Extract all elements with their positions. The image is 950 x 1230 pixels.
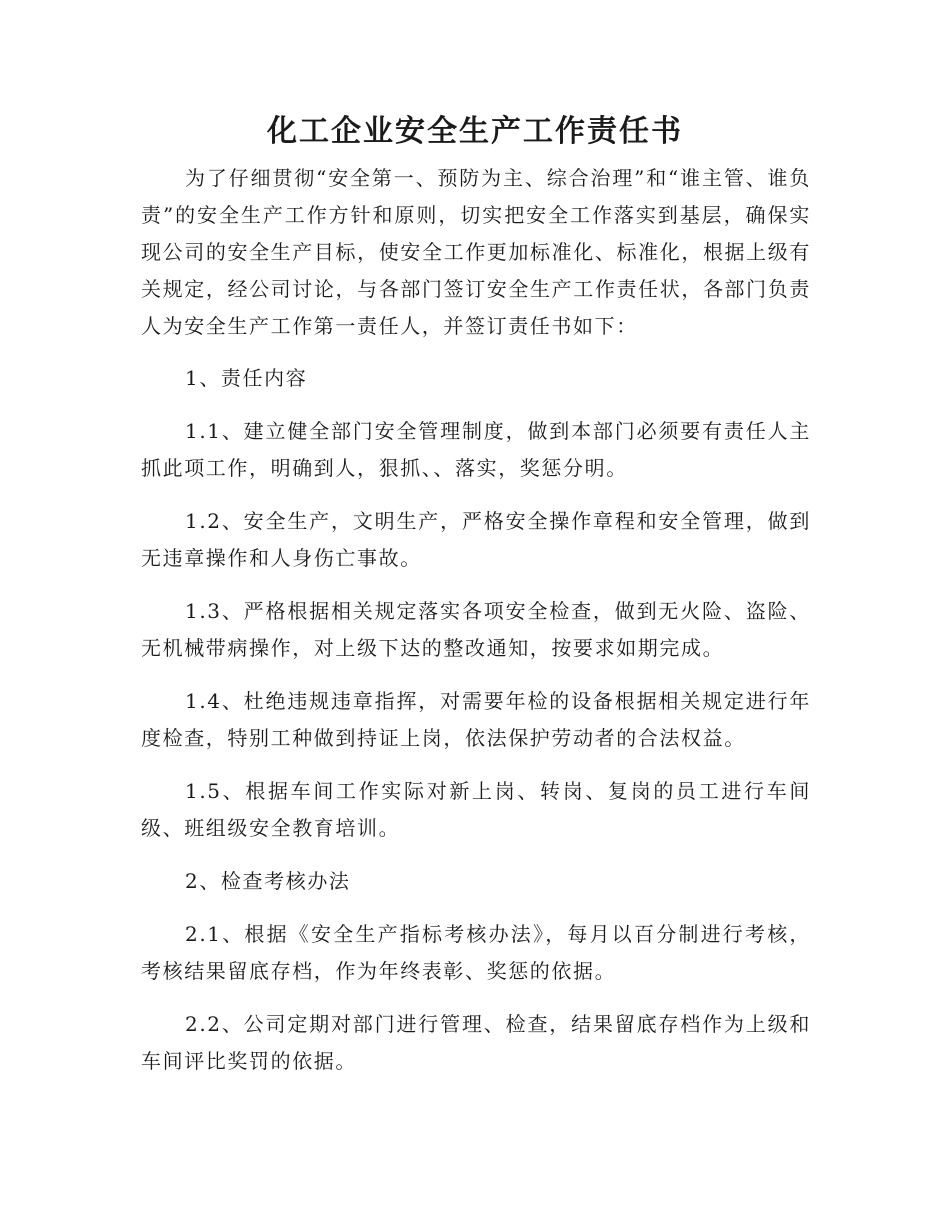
- clause-2-1: 2.1、根据《安全生产指标考核办法》，每月以百分制进行考核，考核结果留底存档，作为年终表彰、奖惩的依据。: [141, 922, 811, 983]
- document-body: [141, 160, 811, 1096]
- intro-paragraph: 为了仔细贯彻“安全第一、预防为主、综合治理”和“谁主管、谁负责”的安全生产工作方针和原则，切实把安全工作落实到基层，确保实现公司的安全生产目标，使安全工作更加标准化、标准化，根据上级有关规定，经公司讨论，与各部门签订安全生产工作责任状，各部门负责人为安全生产工作第一责任人，并签订责任书如下：: [141, 166, 811, 338]
- clause-1-4: 1.4、杜绝违规违章指挥，对需要年检的设备根据相关规定进行年度检查，特别工种做到持证上岗，依法保护劳动者的合法权益。: [141, 689, 811, 750]
- clause-1-1: 1.1、建立健全部门安全管理制度，做到本部门必须要有责任人主抓此项工作，明确到人，狠抓、、落实，奖惩分明。: [141, 419, 811, 480]
- section-2-heading: 2、检查考核办法: [185, 869, 351, 893]
- clause-2-2: 2.2、公司定期对部门进行管理、检查，结果留底存档作为上级和车间评比奖罚的依据。: [141, 1012, 811, 1073]
- clause-1-2: 1.2、安全生产，文明生产，严格安全操作章程和安全管理，做到无违章操作和人身伤亡事故。: [141, 509, 811, 570]
- clause-1-3: 1.3、严格根据相关规定落实各项安全检查，做到无火险、盗险、无机械带病操作，对上级下达的整改通知，按要求如期完成。: [141, 599, 811, 660]
- section-1-heading: 1、责任内容: [185, 366, 308, 390]
- document-title: 化工企业安全生产工作责任书: [267, 114, 683, 149]
- clause-1-5: 1.5、根据车间工作实际对新上岗、转岗、复岗的员工进行车间级、班组级安全教育培训。: [141, 779, 811, 840]
